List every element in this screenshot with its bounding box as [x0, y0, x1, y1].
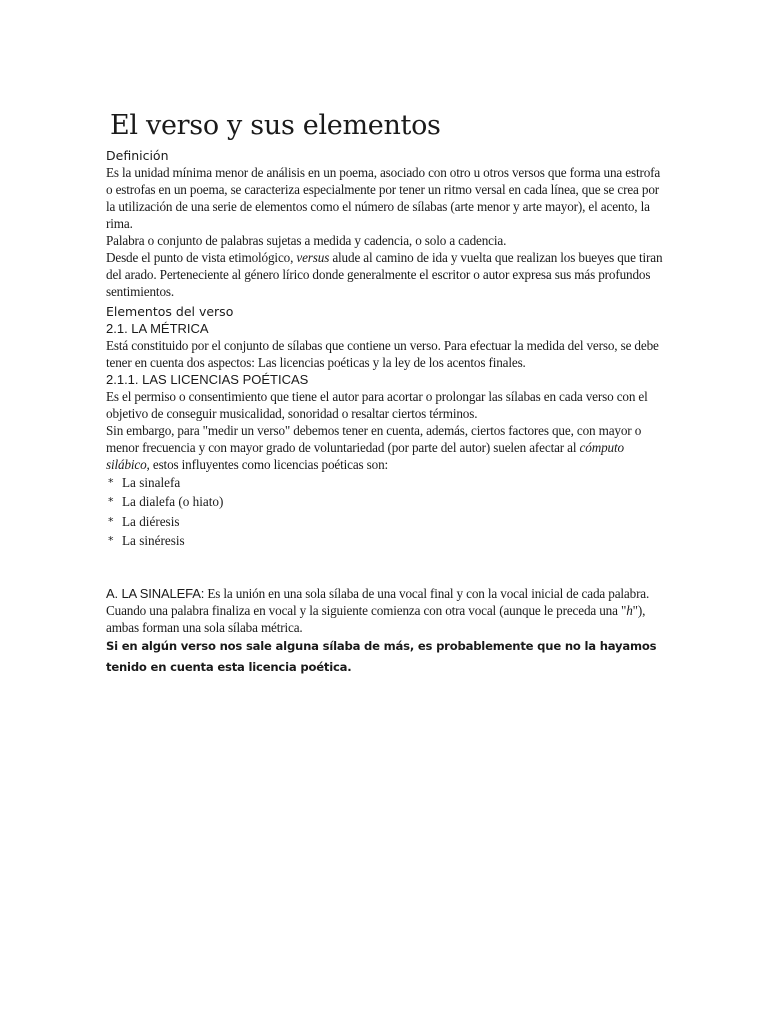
list-item-label: La sinalefa — [122, 475, 181, 490]
elements-heading: Elementos del verso — [106, 304, 234, 319]
sinalefa-section — [106, 585, 666, 678]
sinalefa-text-start: Es la unión en una sola sílaba de una vocal final y con la vocal inicial de cada palabra. Cuando una palabra finaliza en vocal y la siguiente comienza con otra vocal (aunque le preceda una " — [106, 586, 650, 618]
licencias-text-start: Sin embargo, para "medir un verso" debemos tener en cuenta, además, ciertos factores que, con mayor o menor frecuencia y con mayor grado de voluntariedad (por parte del autor) suelen afectar al — [106, 423, 642, 455]
bullet-icon: * — [108, 495, 114, 509]
etymology-text-end: alude al camino de ida y vuelta que realizan los bueyes que tiran del arado. Perteneciente al género lírico donde generalmente el escritor o autor expresa sus más profundos sentimientos. — [106, 250, 663, 299]
list-item — [106, 473, 666, 492]
sinalefa-note: Si en algún verso nos sale alguna sílaba de más, es probablemente que no la hayamos tenido en cuenta esta licencia poética. — [106, 639, 657, 674]
definition-paragraph-2: Palabra o conjunto de palabras sujetas a medida y cadencia, o solo a cadencia. — [106, 233, 507, 248]
metrica-heading: 2.1. LA MÉTRICA — [106, 321, 209, 336]
etymology-text-start: Desde el punto de vista etimológico, — [106, 250, 297, 265]
licencias-list — [106, 473, 666, 550]
definition-paragraph-3 — [106, 249, 666, 300]
list-item-label: La diéresis — [122, 513, 180, 529]
etymology-italic-word: versus — [296, 250, 330, 265]
elements-section — [106, 304, 666, 550]
bullet-icon: * — [108, 533, 114, 547]
list-item — [106, 492, 666, 511]
definition-section — [106, 148, 666, 300]
list-item-label: La sinéresis — [122, 532, 185, 548]
licencias-heading: 2.1.1. LAS LICENCIAS POÉTICAS — [106, 372, 309, 387]
sinalefa-italic-letter: h — [626, 603, 633, 618]
sinalefa-paragraph — [106, 585, 666, 636]
metrica-paragraph: Está constituido por el conjunto de sílabas que contiene un verso. Para efectuar la medida del verso, se debe tener en cuenta dos aspectos: Las licencias poéticas y la ley de los acentos finales. — [106, 338, 659, 370]
licencias-italic-term: cómputo silábico, — [106, 440, 624, 472]
list-item-label: La dialefa (o hiato) — [122, 494, 224, 510]
licencias-text-end: estos influyentes como licencias poéticas son: — [149, 457, 389, 472]
sinalefa-text-end: "), ambas forman una sola sílaba métrica. — [106, 603, 646, 635]
list-item — [106, 512, 666, 531]
bullet-icon: * — [108, 514, 114, 528]
definition-heading: Definición — [106, 148, 169, 163]
list-item — [106, 531, 666, 550]
licencias-paragraph-1: Es el permiso o consentimiento que tiene el autor para acortar o prolongar las sílabas en cada verso con el objetivo de conseguir musicalidad, sonoridad o resaltar ciertos términos. — [106, 389, 648, 421]
sinalefa-heading: A. LA SINALEFA: — [106, 586, 205, 601]
licencias-paragraph-2 — [106, 422, 666, 473]
bullet-icon: * — [108, 476, 114, 489]
definition-paragraph-1: Es la unidad mínima menor de análisis en un poema, asociado con otro u otros versos que forma una estrofa o estrofas en un poema, se caracteriza especialmente por tener un ritmo versal en cada línea, que se crea por la utilización de una serie de elementos como el número de sílabas (arte menor y arte mayor), el acento, la rima. — [106, 165, 661, 231]
page-title: El verso y sus elementos — [110, 110, 441, 141]
